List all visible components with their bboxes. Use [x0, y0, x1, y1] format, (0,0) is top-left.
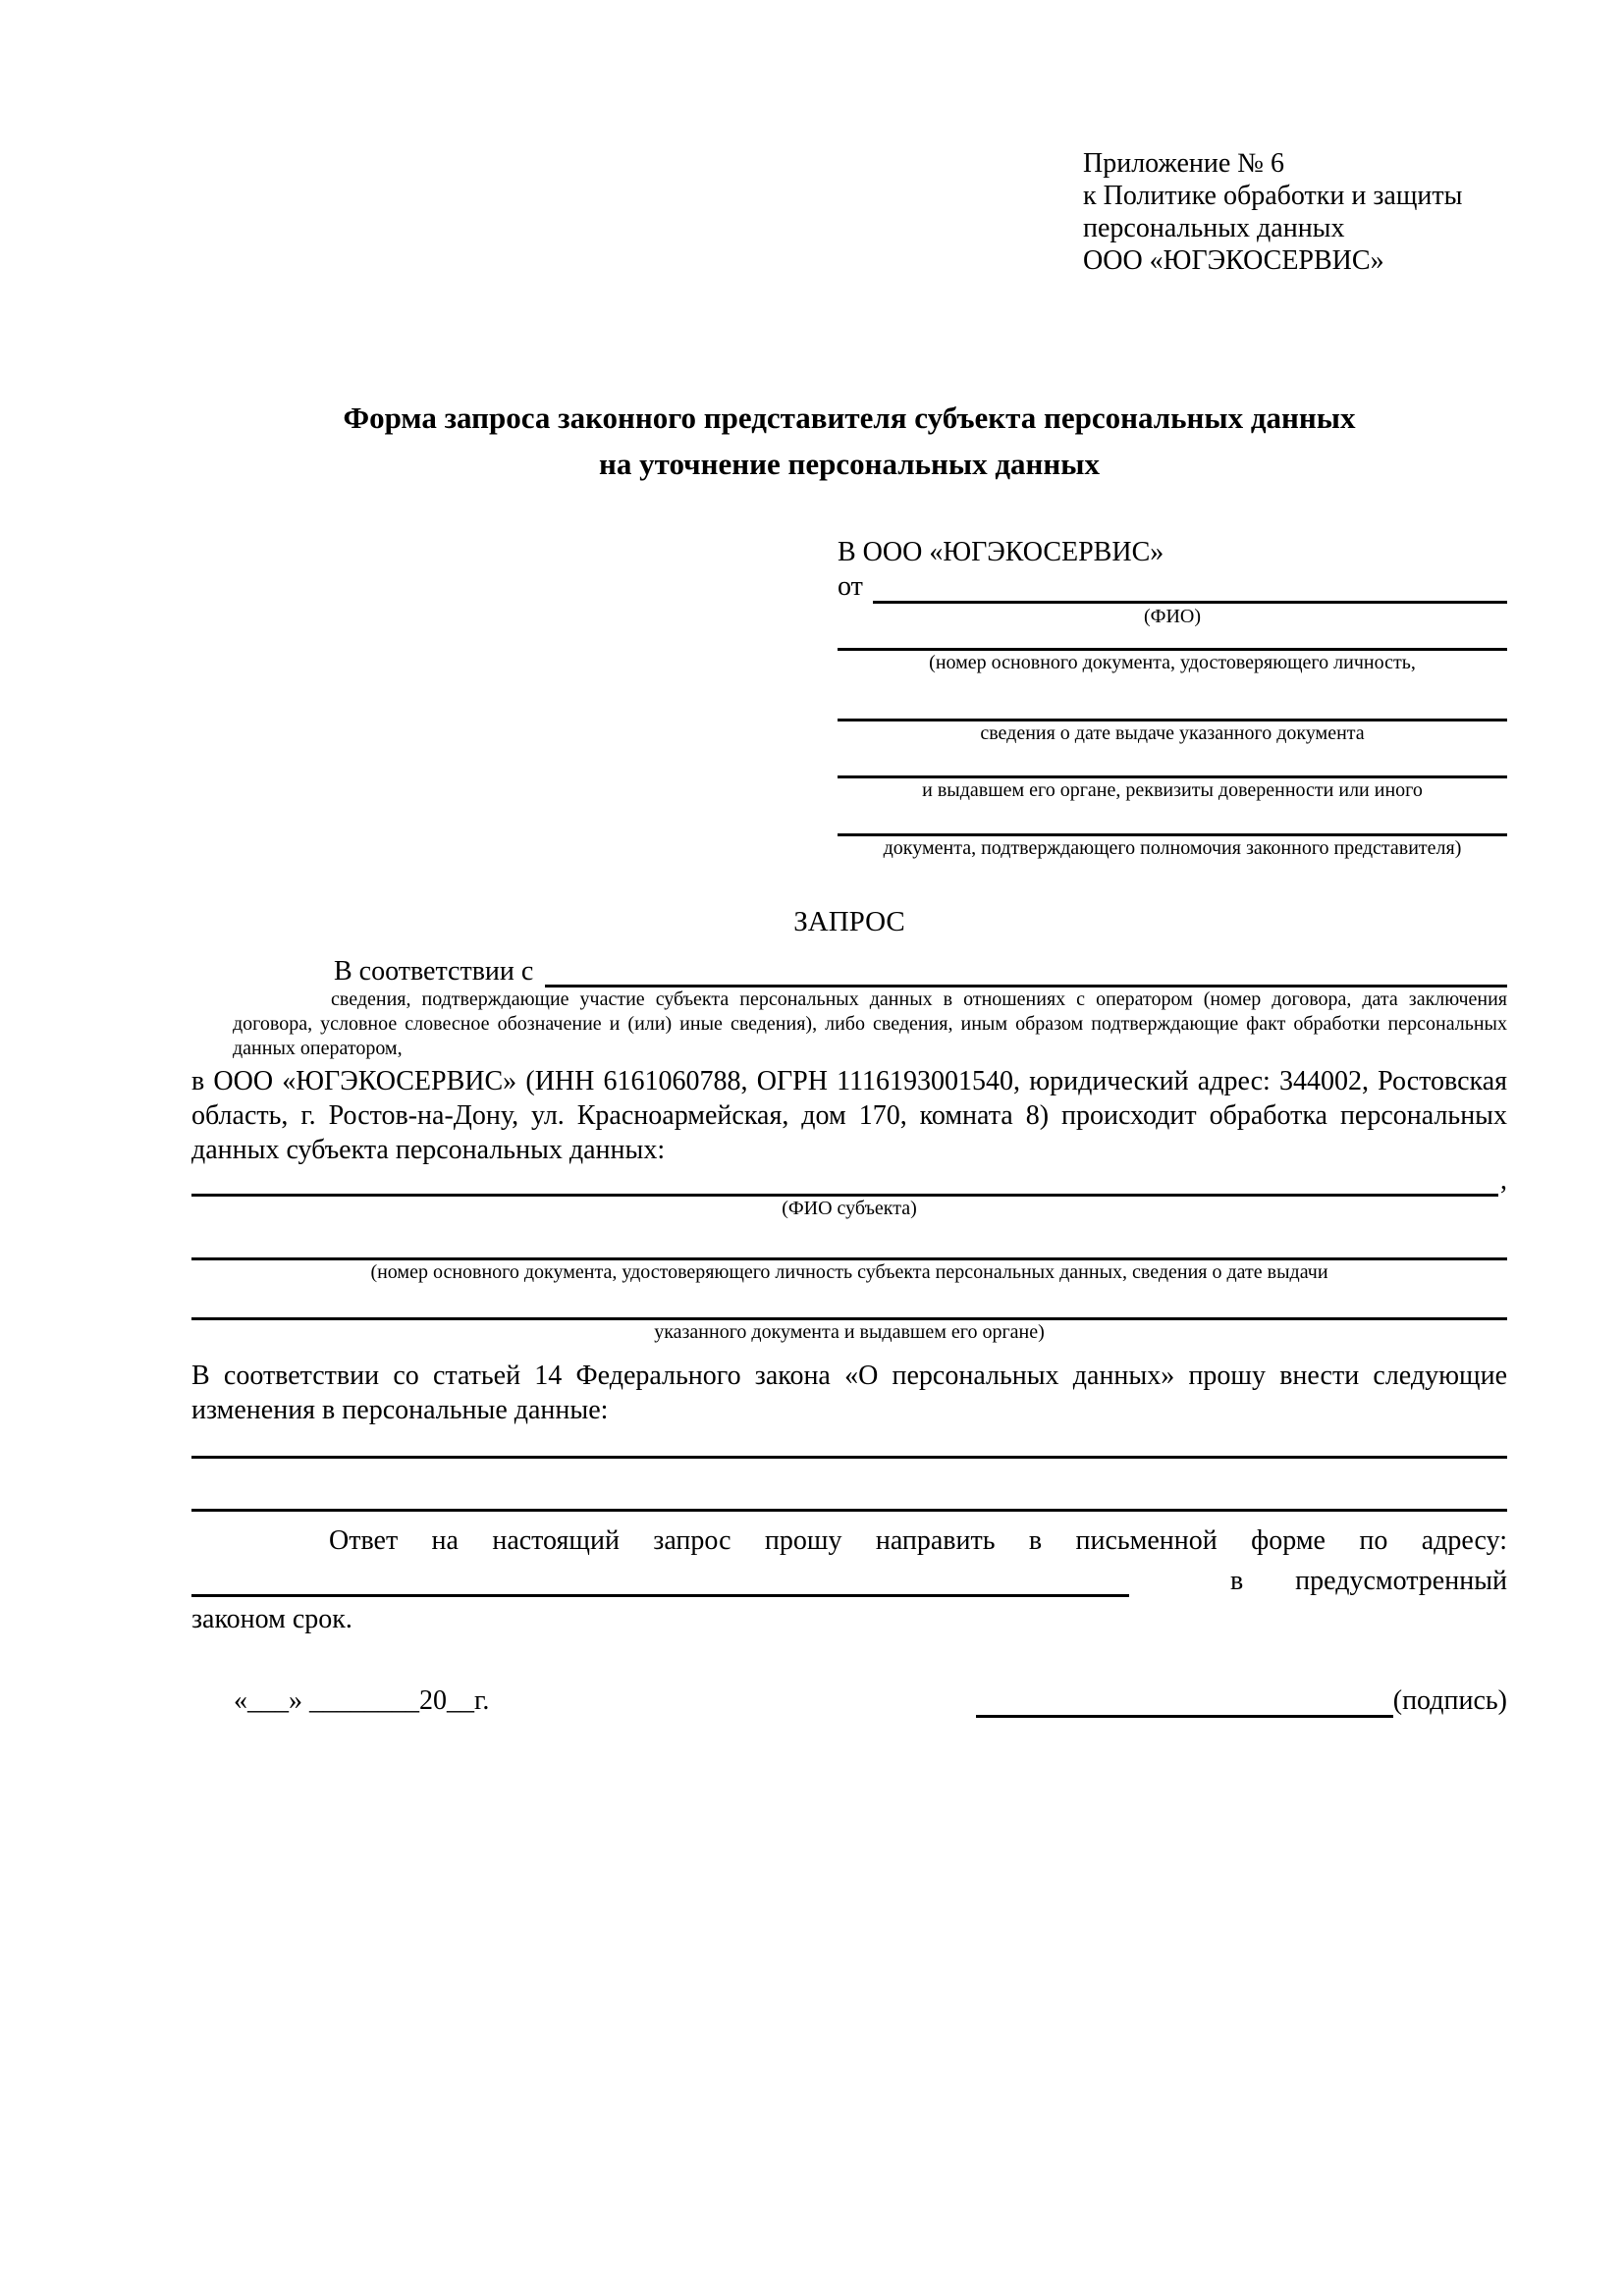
doc-caption: сведения о дате выдаче указанного документа [980, 722, 1365, 744]
according-row [191, 952, 1507, 988]
fio-caption: (ФИО) [1143, 606, 1201, 627]
document-title-line1: Форма запроса законного представителя субъекта персональных данных [343, 400, 1356, 435]
changes-blank-line-2 [191, 1486, 1507, 1512]
address-row [191, 1558, 1507, 1597]
subject-fio-caption: (ФИО субъекта) [782, 1198, 917, 1219]
addressee-block [838, 536, 1507, 861]
annex-block [1083, 147, 1507, 277]
doc-caption: и выдавшем его органе, реквизиты доверенности или иного [922, 779, 1423, 801]
doc-authority-blank-line [838, 746, 1507, 778]
subject-fio-comma: , [1500, 1165, 1507, 1196]
doc-number-blank-line [838, 629, 1507, 651]
answer-tail: в предусмотренный [1229, 1566, 1507, 1596]
subject-doc-authority-blank-line [191, 1297, 1507, 1320]
date-blank: «___» ________20__г. [234, 1685, 490, 1716]
representative-doc-blank-line [838, 803, 1507, 836]
operator-paragraph: в ООО «ЮГЭКОСЕРВИС» (ИНН 6161060788, ОГРН 1116193001540, юридический адрес: 344002, Ростовская область, г. Ростов-на-Дону, ул. Красноармейская, дом 170, комната 8) происходит обработка персональных данных субъекта персональных данных: [191, 1066, 1507, 1165]
doc-caption: документа, подтверждающего полномочия законного представителя) [883, 837, 1462, 859]
subject-doc-caption: указанного документа и выдавшем его органе) [654, 1321, 1045, 1343]
answer-tail-last: законом срок. [191, 1604, 352, 1634]
according-label: В соответствии с [334, 956, 534, 987]
subject-fio-row [191, 1167, 1507, 1197]
document-title-line2: на уточнение персональных данных [599, 447, 1100, 481]
from-label: от [838, 571, 863, 602]
signature-cell [976, 1683, 1507, 1718]
annex-line: к Политике обработки и защиты [1083, 181, 1463, 211]
subject-doc-caption: (номер основного документа, удостоверяющего личность субъекта персональных данных, сведения о дате выдачи [370, 1261, 1328, 1283]
doc-caption: (номер основного документа, удостоверяющего личность, [929, 652, 1416, 673]
document-content [191, 147, 1507, 1718]
signature-row [191, 1683, 1507, 1718]
fio-blank-line [873, 601, 1507, 604]
changes-blank-line-1 [191, 1435, 1507, 1459]
answer-paragraph: Ответ на настоящий запрос прошу направить в письменной форме по адресу: [329, 1525, 1507, 1556]
footnote-text: сведения, подтверждающие участие субъекта персональных данных в отношениях с оператором (номер договора, дата заключения договора, условное словесное обозначение и (или) иные сведения), либо сведения, иным образом подтверждающие факт обработки персональных данных оператором, [233, 988, 1507, 1059]
annex-line: Приложение № 6 [1083, 148, 1284, 179]
request-heading: ЗАПРОС [793, 906, 905, 937]
address-blank-line [191, 1594, 1129, 1597]
annex-line: персональных данных [1083, 213, 1345, 243]
law-paragraph: В соответствии со статьей 14 Федерального закона «О персональных данных» прошу внести следующие изменения в персональные данные: [191, 1361, 1507, 1425]
annex-line: ООО «ЮГЭКОСЕРВИС» [1083, 245, 1384, 276]
from-row [838, 571, 1507, 604]
document-title [191, 395, 1507, 487]
signature-caption: (подпись) [1392, 1685, 1507, 1716]
doc-issue-date-blank-line [838, 675, 1507, 721]
subject-doc-blank-line [191, 1235, 1507, 1260]
addressee-to: В ООО «ЮГЭКОСЕРВИС» [838, 537, 1164, 567]
signature-blank-line [976, 1685, 1393, 1718]
